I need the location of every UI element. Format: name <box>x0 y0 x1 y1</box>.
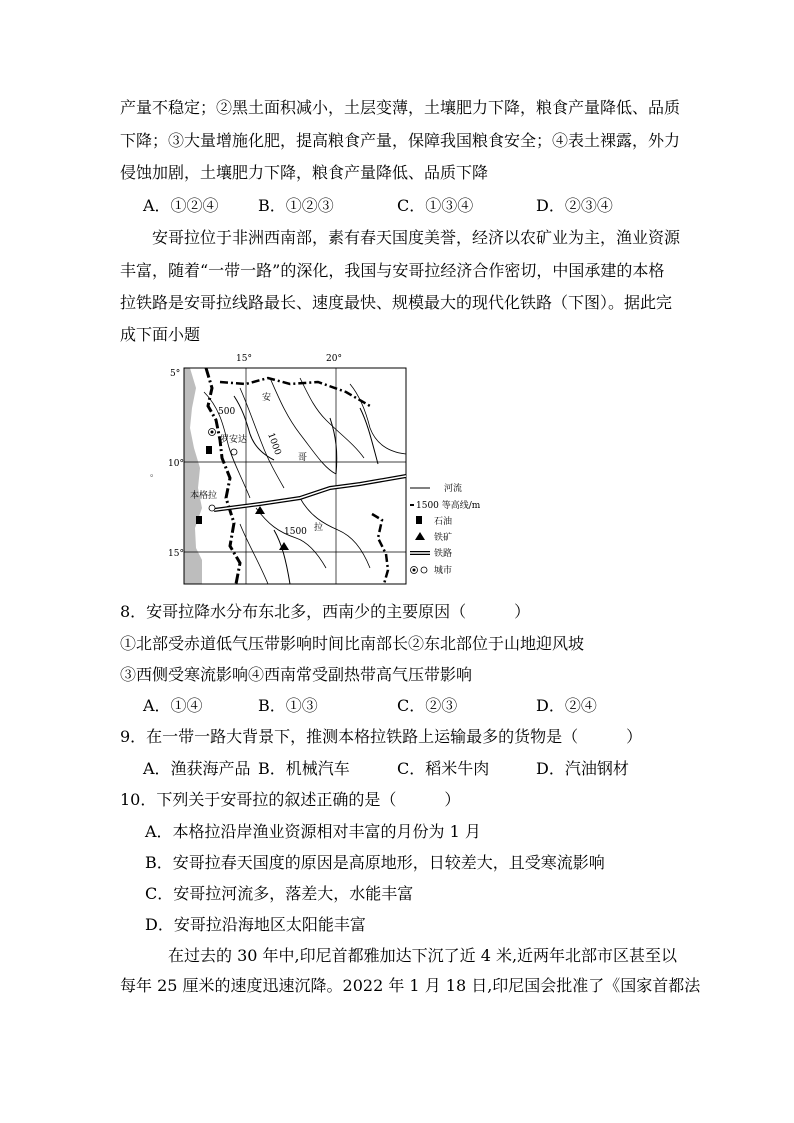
question-8-stem: 8．安哥拉降水分布东北多，西南少的主要原因（ ） <box>120 602 531 621</box>
option-a: A．①②④ <box>143 196 219 215</box>
legend-city-swatch <box>421 567 427 573</box>
legend-iron-label: 铁矿 <box>434 533 453 543</box>
legend-contour-label: 1500 等高线/m <box>416 501 480 511</box>
passage-line: 拉铁路是安哥拉线路最长、速度最快、规模最大的现代化铁路（下图）。据此完 <box>120 293 673 312</box>
contour-e <box>300 498 370 568</box>
text-line: 侵蚀加剧，土壤肥力下降，粮食产量降低、品质下降 <box>120 163 489 182</box>
legend-capital-swatch-dot <box>413 569 416 572</box>
angola-map <box>150 348 480 588</box>
passage-line: 安哥拉位于非洲西南部，素有春天国度美誉，经济以农矿业为主，渔业资源 <box>152 228 681 247</box>
q10-option-b: B．安哥拉春天国度的原因是高原地形，日较差大，且受寒流影响 <box>145 853 605 872</box>
q9-option-b: B．机械汽车 <box>258 759 350 778</box>
q10-option-a: A．本格拉沿岸渔业资源相对丰富的月份为 1 月 <box>145 822 481 841</box>
iron-symbol <box>255 506 265 514</box>
passage-line: 丰富，随着“一带一路”的深化，我国与安哥拉经济合作密切，中国承建的本格 <box>120 261 665 280</box>
text-line: 产量不稳定；②黑土面积减小，土层变薄，土壤肥力下降，粮食产量降低、品质 <box>120 98 681 117</box>
country-char-3: 拉 <box>314 523 324 533</box>
option-d: D．②③④ <box>536 196 613 215</box>
lat-label-10: 10° <box>168 459 184 469</box>
country-char-1: 安 <box>262 393 272 403</box>
passage-line: 成下面小题 <box>120 325 201 344</box>
lat-label-5: 5° <box>170 369 181 379</box>
contour-label-1500: 1500 <box>284 527 307 537</box>
river-1 <box>234 396 274 460</box>
question-10-stem: 10．下列关于安哥拉的叙述正确的是（ ） <box>120 790 461 809</box>
lon-label-15: 15° <box>236 354 252 364</box>
capital-symbol-inner <box>211 431 214 434</box>
q8-option-a: A．①④ <box>143 696 203 715</box>
river-3 <box>360 408 378 464</box>
angola-map-figure <box>150 348 480 588</box>
q9-option-a: A．渔获海产品 <box>143 759 251 778</box>
q10-option-d: D．安哥拉沿海地区太阳能丰富 <box>145 915 366 934</box>
q8-option-c: C．②③ <box>397 696 458 715</box>
oil-symbol <box>196 516 202 524</box>
legend-river-label: 河流 <box>444 484 463 494</box>
legend-oil-swatch <box>416 516 422 524</box>
option-c: C．①③④ <box>397 196 474 215</box>
city-luanda-label: 罗安达 <box>220 435 248 445</box>
ocean-area <box>184 368 202 584</box>
legend-city-label: 城市 <box>434 566 453 576</box>
option-b: B．①②③ <box>258 196 334 215</box>
q10-option-c: C．安哥拉河流多，落差大，水能丰富 <box>145 884 414 903</box>
lat-label-15: 15° <box>168 549 184 559</box>
question-9-stem: 9．在一带一路大背景下，推测本格拉铁路上运输最多的货物是（ ） <box>120 727 643 746</box>
q8-option-d: D．②④ <box>536 696 597 715</box>
contour-label-500: 500 <box>218 407 236 417</box>
legend-railway-label: 铁路 <box>434 549 453 559</box>
question-8-statement: ③西侧受寒流影响④西南常受副热带高气压带影响 <box>120 665 473 684</box>
city-benguela-symbol <box>209 505 215 511</box>
border-north <box>220 378 370 406</box>
oil-symbol <box>206 446 212 454</box>
legend-iron-swatch <box>415 532 425 540</box>
passage-line: 每年 25 厘米的速度迅速沉降。2022 年 1 月 18 日,印尼国会批准了《国家首都法 <box>120 976 701 995</box>
lon-label-20: 20° <box>326 354 342 364</box>
river-4 <box>274 530 290 584</box>
contour-label-1000: 1000 <box>265 431 283 457</box>
q9-option-c: C．稻米牛肉 <box>397 759 490 778</box>
stray-mark: 。 <box>150 469 160 479</box>
city-benguela-label: 本格拉 <box>190 491 218 501</box>
country-char-2: 哥 <box>298 453 308 463</box>
q9-option-d: D．汽油钢材 <box>536 759 629 778</box>
contour-d <box>240 524 268 584</box>
contour-c <box>350 384 406 454</box>
q8-option-b: B．①③ <box>258 696 318 715</box>
legend-oil-label: 石油 <box>434 517 453 527</box>
map-border <box>184 368 406 584</box>
city-symbol <box>231 449 237 455</box>
border-east <box>372 514 388 584</box>
passage-line: 在过去的 30 年中,印尼首都雅加达下沉了近 4 米,近两年北部市区甚至以 <box>168 946 678 965</box>
text-line: 下降；③大量增施化肥，提高粮食产量，保障我国粮食安全；④表土裸露，外力 <box>120 131 681 150</box>
question-8-statement: ①北部受赤道低气压带影响时间比南部长②东北部位于山地迎风坡 <box>120 634 585 653</box>
